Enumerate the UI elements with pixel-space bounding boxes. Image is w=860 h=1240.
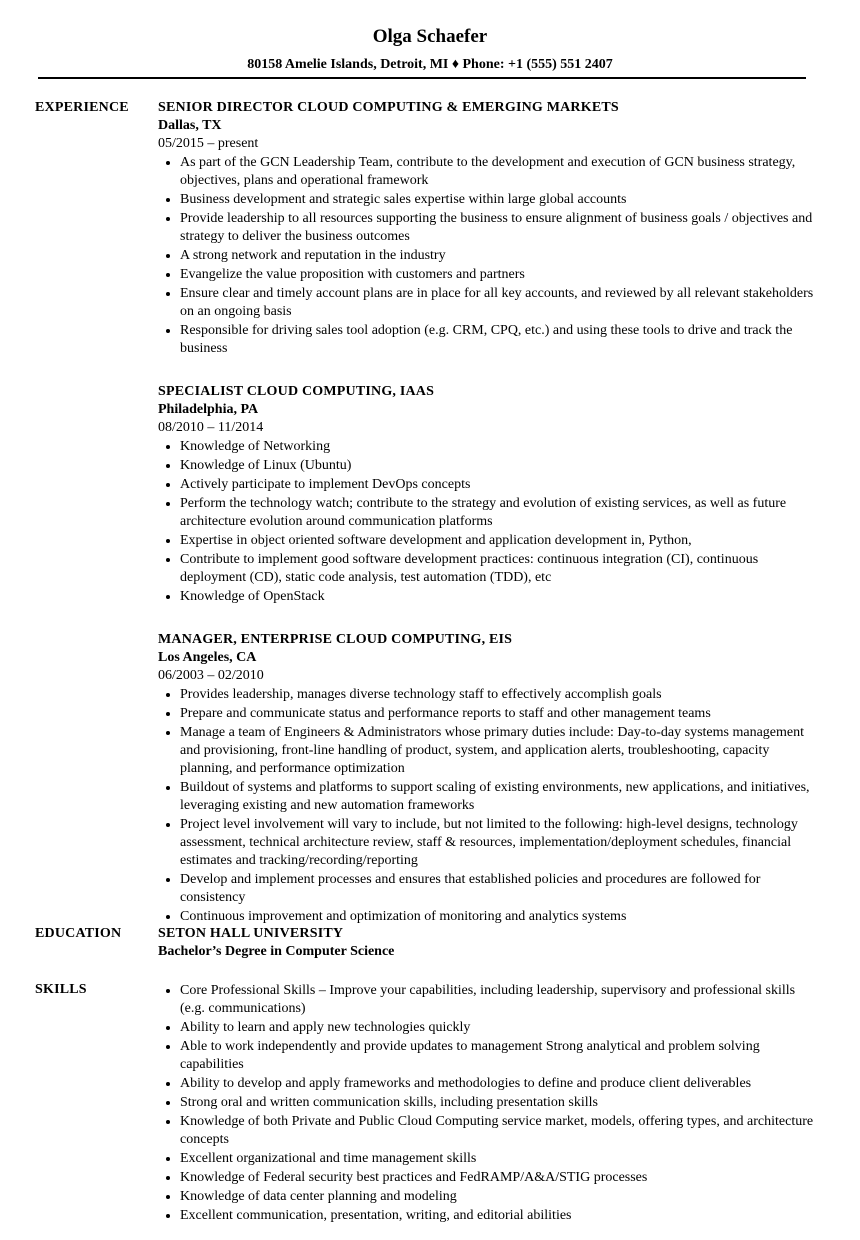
skill-item: • Strong oral and written communication skills, including presentation skills <box>180 1093 818 1112</box>
job-entry <box>158 631 818 926</box>
job-bullet: • Project level involvement will vary to include, but not limited to the following: high-level designs, technology assessment, technical architecture review, staff & resources, implementation/deployment schedules, financial estimates and tracking/recording/reporting <box>180 815 818 870</box>
skill-item: • Able to work independently and provide updates to management Strong analytical and problem solving capabilities <box>180 1037 818 1074</box>
job-bullet: • Expertise in object oriented software development and application development in, Python, <box>180 531 818 550</box>
section-title-experience: EXPERIENCE <box>35 100 129 115</box>
skill-item: • Excellent communication, presentation, writing, and editorial abilities <box>180 1206 818 1225</box>
job-bullet: • Provides leadership, manages diverse technology staff to effectively accomplish goals <box>180 685 818 704</box>
job-bullet: • Knowledge of Linux (Ubuntu) <box>180 456 818 475</box>
candidate-name: Olga Schaefer <box>372 26 488 47</box>
resume-header <box>0 24 860 74</box>
job-dates: 08/2010 – 11/2014 <box>158 420 264 435</box>
job-entry <box>158 383 818 606</box>
job-bullet: • Business development and strategic sales expertise within large global accounts <box>180 190 818 209</box>
skill-item: • Core Professional Skills – Improve your capabilities, including leadership, supervisory and professional skills (e.g. communications) <box>180 981 818 1018</box>
job-bullets <box>158 153 818 358</box>
job-dates: 06/2003 – 02/2010 <box>158 668 264 683</box>
job-location: Dallas, TX <box>158 118 222 133</box>
job-title: SPECIALIST CLOUD COMPUTING, IAAS <box>158 384 435 399</box>
experience-list <box>158 99 818 951</box>
skill-item: • Knowledge of Federal security best practices and FedRAMP/A&A/STIG processes <box>180 1168 818 1187</box>
job-bullet: • Develop and implement processes and ensures that established policies and procedures are followed for consistency <box>180 870 818 907</box>
section-title-education: EDUCATION <box>35 926 122 941</box>
section-title-skills: SKILLS <box>35 982 87 997</box>
job-bullet: • Ensure clear and timely account plans are in place for all key accounts, and reviewed by all relevant stakeholders on an ongoing basis <box>180 284 818 321</box>
job-location: Philadelphia, PA <box>158 402 259 417</box>
job-bullet: • Responsible for driving sales tool adoption (e.g. CRM, CPQ, etc.) and using these tools to drive and track the business <box>180 321 818 358</box>
skill-item: • Knowledge of data center planning and modeling <box>180 1187 818 1206</box>
skill-item: • Excellent organizational and time management skills <box>180 1149 818 1168</box>
job-bullets <box>158 437 818 606</box>
job-bullet: • Perform the technology watch; contribute to the strategy and evolution of existing services, as well as future architecture evolution around communication platforms <box>180 494 818 531</box>
job-bullet: • Prepare and communicate status and performance reports to staff and other management teams <box>180 704 818 723</box>
job-bullet: • Manage a team of Engineers & Administrators whose primary duties include: Day-to-day systems management and provisioning, front-line handling of product, system, and application alerts, troubleshooting, capacity planning, and performance optimization <box>180 723 818 778</box>
job-bullet: • Actively participate to implement DevOps concepts <box>180 475 818 494</box>
job-bullet: • As part of the GCN Leadership Team, contribute to the development and execution of GCN business strategy, objectives, plans and operational framework <box>180 153 818 190</box>
skill-item: • Ability to learn and apply new technologies quickly <box>180 1018 818 1037</box>
job-bullet: • Continuous improvement and optimization of monitoring and analytics systems <box>180 907 818 926</box>
skill-item: • Knowledge of both Private and Public Cloud Computing service market, models, offering types, and architecture concepts <box>180 1112 818 1149</box>
school-name: SETON HALL UNIVERSITY <box>158 926 344 941</box>
job-bullets <box>158 685 818 926</box>
degree: Bachelor’s Degree in Computer Science <box>158 944 395 959</box>
job-bullet: • Buildout of systems and platforms to support scaling of existing environments, new applications, and initiatives, leveraging existing and new automation frameworks <box>180 778 818 815</box>
header-divider <box>38 77 806 79</box>
job-location: Los Angeles, CA <box>158 650 257 665</box>
job-title: SENIOR DIRECTOR CLOUD COMPUTING & EMERGING MARKETS <box>158 100 619 115</box>
job-bullet: • Contribute to implement good software development practices: continuous integration (CI), continuous deployment (CD), static code analysis, test automation (TDD), etc <box>180 550 818 587</box>
education-entry <box>158 925 818 961</box>
job-dates: 05/2015 – present <box>158 136 259 151</box>
job-bullet: • Evangelize the value proposition with customers and partners <box>180 265 818 284</box>
job-bullet: • Knowledge of Networking <box>180 437 818 456</box>
job-bullet: • Provide leadership to all resources supporting the business to ensure alignment of business goals / objectives and strategy to deliver the business outcomes <box>180 209 818 246</box>
job-bullet: • Knowledge of OpenStack <box>180 587 818 606</box>
contact-line: 80158 Amelie Islands, Detroit, MI ♦ Phone: +1 (555) 551 2407 <box>247 57 613 72</box>
skills-list-wrapper <box>158 981 818 1225</box>
job-bullet: • A strong network and reputation in the industry <box>180 246 818 265</box>
job-title: MANAGER, ENTERPRISE CLOUD COMPUTING, EIS <box>158 632 513 647</box>
skills-list <box>158 981 818 1225</box>
skill-item: • Ability to develop and apply frameworks and methodologies to define and produce client deliverables <box>180 1074 818 1093</box>
job-entry <box>158 99 818 358</box>
